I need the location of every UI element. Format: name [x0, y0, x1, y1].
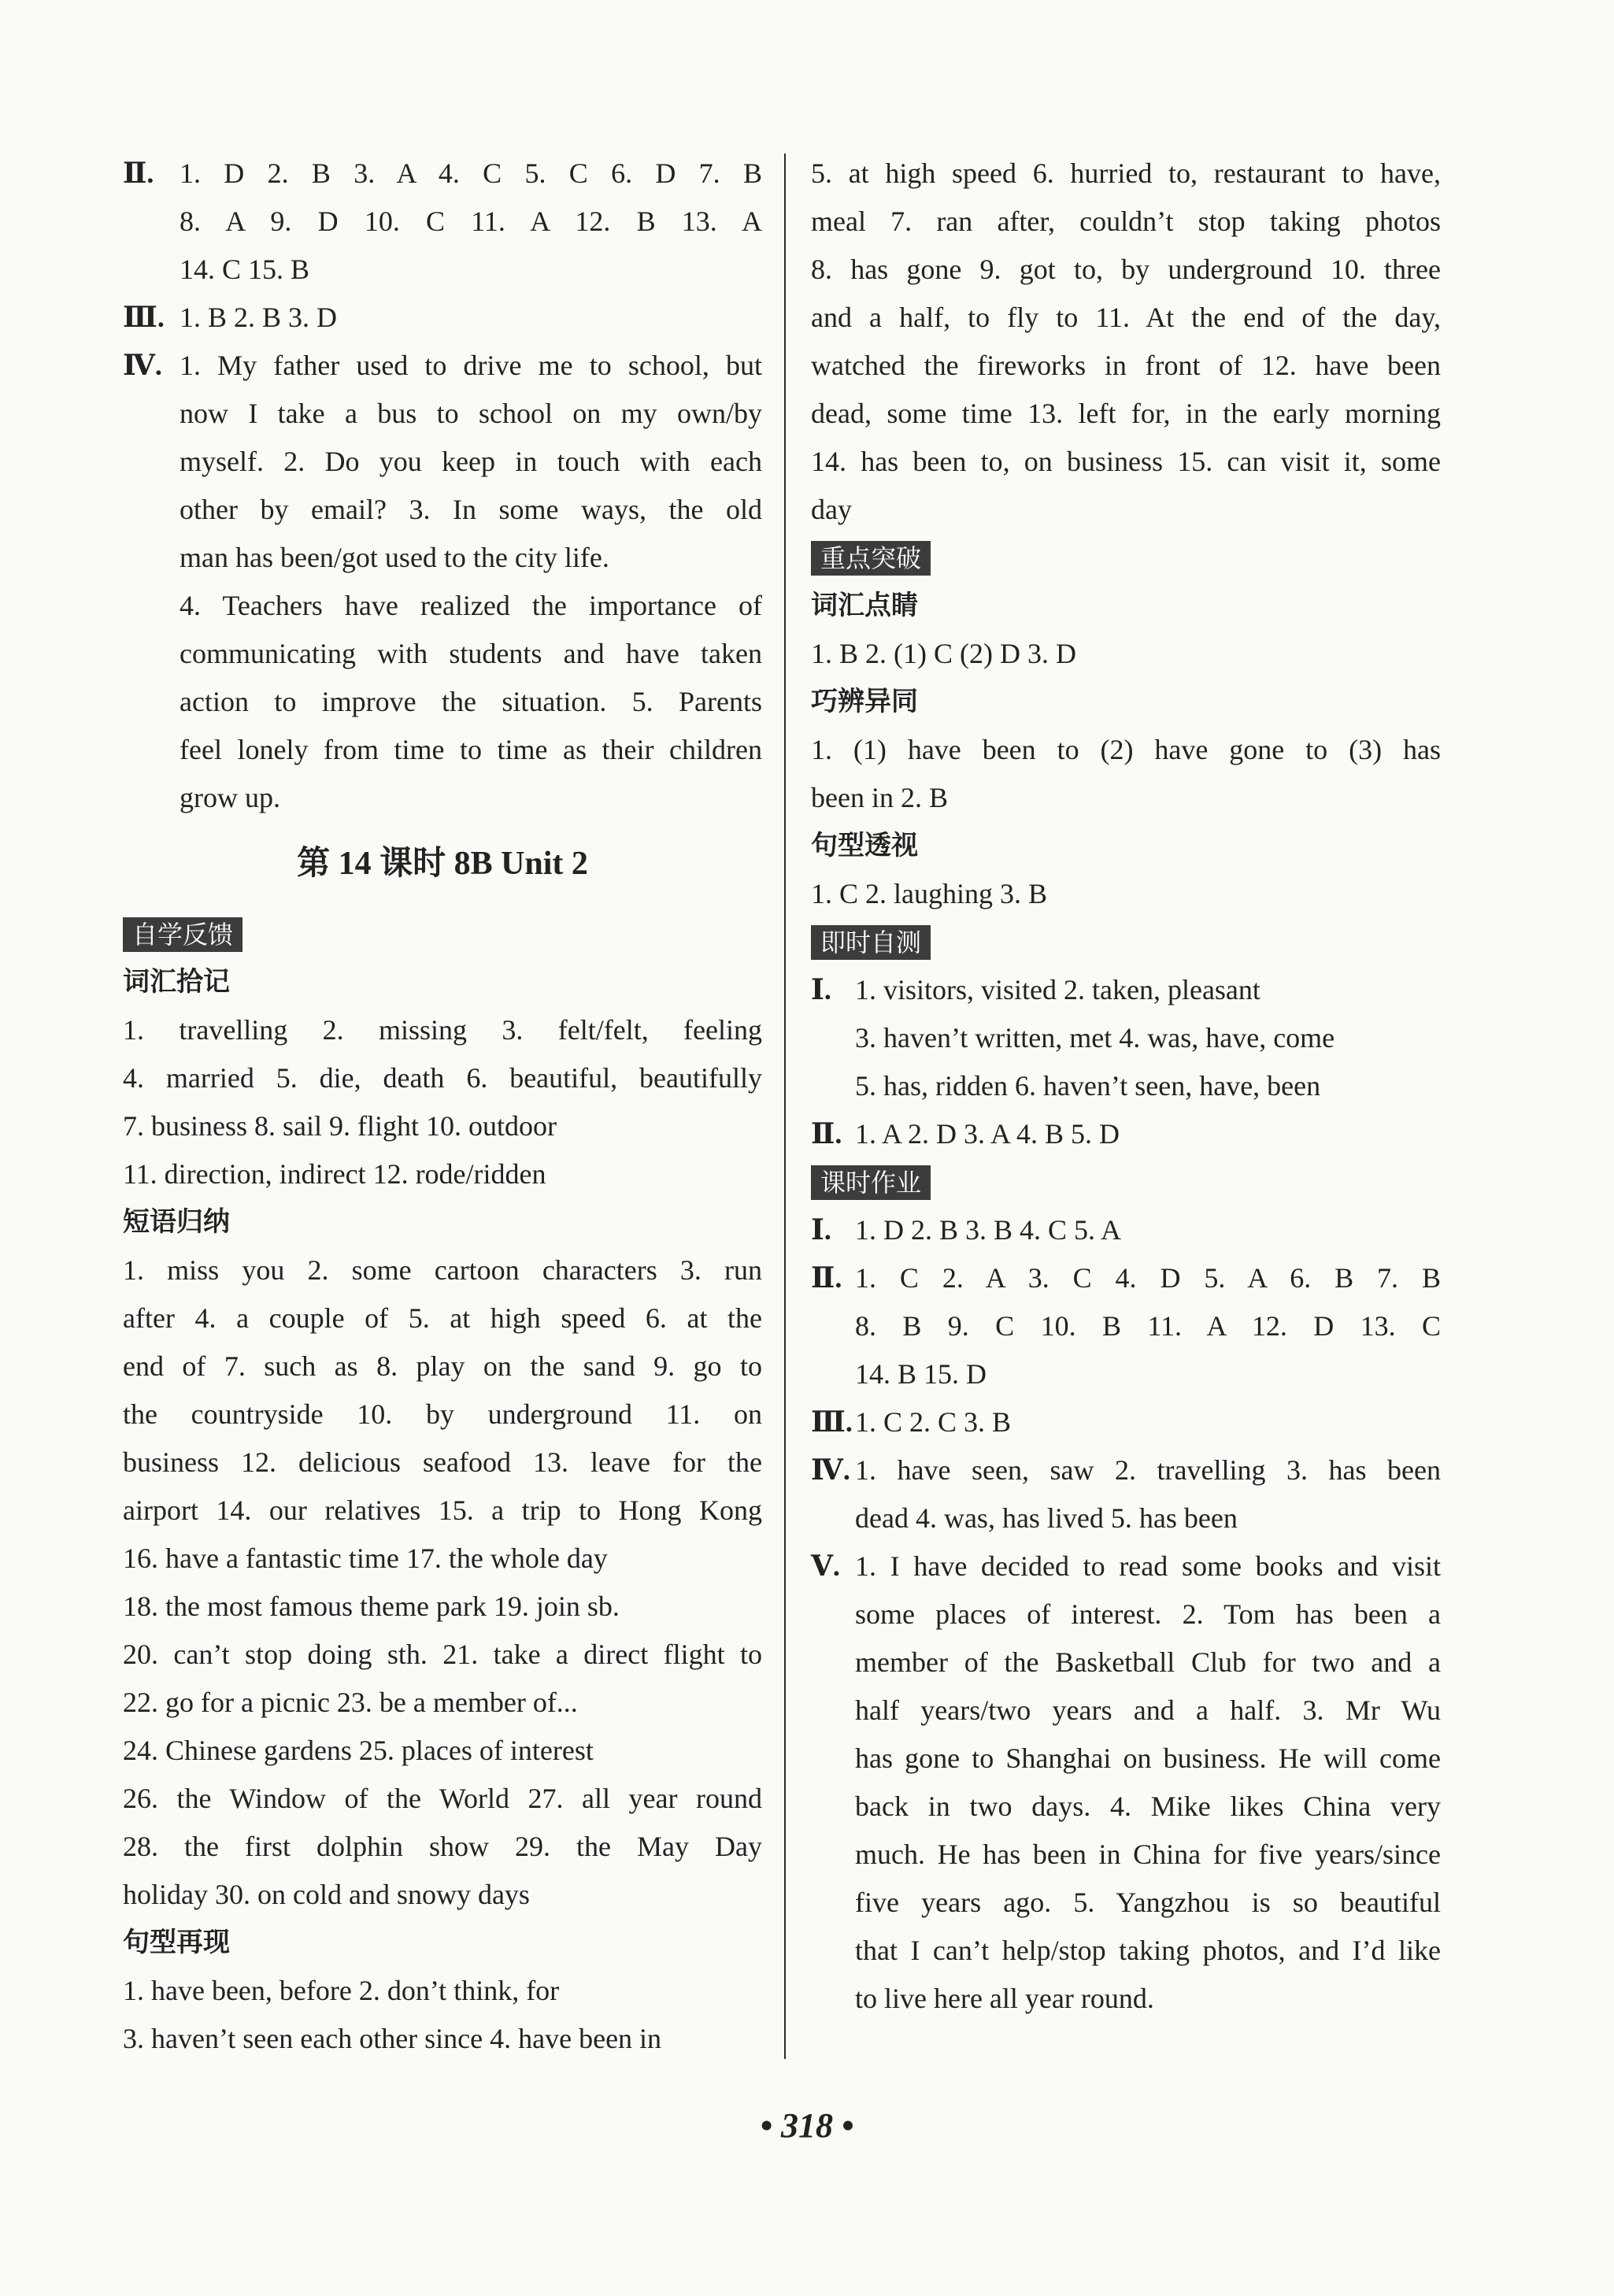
answer-line: and a half, to fly to 11. At the end of the day,	[811, 302, 1441, 333]
answer-line: been in 2. B	[811, 782, 948, 813]
answer-line: 22. go for a picnic 23. be a member of...	[123, 1687, 578, 1718]
roman-numeral: Ⅱ.	[123, 157, 154, 189]
answer-line: 8. A 9. D 10. C 11. A 12. B 13. A	[180, 206, 762, 237]
answer-line: 1. My father used to drive me to school, but	[180, 350, 762, 381]
answer-line: 3. haven’t seen each other since 4. have been in	[123, 2023, 662, 2054]
answer-line: much. He has been in China for five years/since	[855, 1839, 1441, 1870]
subheading-compare: 巧辨异同	[811, 686, 918, 717]
homework-4-block	[811, 1446, 1441, 1542]
answer-line: 14. has been to, on business 15. can visit it, some	[811, 446, 1441, 477]
answer-line: day	[811, 494, 852, 525]
answer-line: to live here all year round.	[855, 1983, 1154, 2014]
answer-line: 16. have a fantastic time 17. the whole day	[123, 1542, 608, 1574]
answer-line: now I take a bus to school on my own/by	[180, 398, 762, 429]
roman-numeral: Ⅱ.	[811, 1262, 842, 1294]
answer-line: meal 7. ran after, couldn’t stop taking photos	[811, 206, 1441, 237]
answer-line: 1. A 2. D 3. A 4. B 5. D	[855, 1118, 1120, 1150]
answer-line: 1. have been, before 2. don’t think, for	[123, 1975, 560, 2006]
roman-numeral: Ⅰ.	[811, 974, 831, 1005]
answer-line: 1. D 2. B 3. A 4. C 5. C 6. D 7. B	[180, 157, 762, 189]
answer-line: myself. 2. Do you keep in touch with each	[180, 446, 762, 477]
homework-1-block	[811, 1206, 1441, 1254]
answer-line: member of the Basketball Club for two and a	[855, 1646, 1441, 1678]
roman-numeral: Ⅰ.	[811, 1214, 831, 1246]
answer-line: watched the fireworks in front of 12. have been	[811, 350, 1441, 381]
exercise-2-block	[123, 150, 762, 294]
answer-line: 1. I have decided to read some books and visit	[855, 1550, 1441, 1582]
answer-line: 1. travelling 2. missing 3. felt/felt, feeling	[123, 1014, 762, 1046]
subheading-vocab-focus: 词汇点睛	[811, 590, 918, 621]
answer-line: 5. at high speed 6. hurried to, restaurant to have,	[811, 157, 1441, 189]
roman-numeral: Ⅳ.	[811, 1454, 850, 1486]
answer-line: 3. haven’t written, met 4. was, have, come	[855, 1022, 1335, 1054]
subheading-sentences: 句型再现	[123, 1927, 230, 1958]
homework-5-block	[811, 1542, 1441, 2023]
left-column	[123, 150, 762, 2063]
answer-line: 1. B 2. (1) C (2) D 3. D	[811, 638, 1076, 669]
answer-line: airport 14. our relatives 15. a trip to Hong Kong	[123, 1494, 762, 1526]
answer-line: other by email? 3. In some ways, the old	[180, 494, 762, 525]
page-number: • 318 •	[760, 2106, 854, 2145]
answer-line: 26. the Window of the World 27. all year round	[123, 1783, 762, 1814]
answer-line: 14. B 15. D	[855, 1358, 987, 1390]
answer-line: five years ago. 5. Yangzhou is so beautiful	[855, 1887, 1441, 1918]
section-label-key-points: 重点突破	[811, 541, 931, 576]
answer-line: 4. married 5. die, death 6. beautiful, beautifully	[123, 1062, 762, 1094]
answer-line: grow up.	[180, 782, 280, 813]
answer-line: communicating with students and have taken	[180, 638, 762, 669]
answer-line: some places of interest. 2. Tom has been a	[855, 1598, 1441, 1630]
exercise-3-block	[123, 294, 762, 342]
section-label-quick-test: 即时自测	[811, 925, 931, 960]
quick-test-1-block	[811, 966, 1441, 1110]
answer-line: 1. C 2. C 3. B	[855, 1406, 1012, 1438]
answer-line: 1. miss you 2. some cartoon characters 3. run	[123, 1254, 762, 1286]
answer-line: 28. the first dolphin show 29. the May Day	[123, 1831, 762, 1862]
answer-line: after 4. a couple of 5. at high speed 6. at the	[123, 1302, 762, 1334]
answer-line: 8. has gone 9. got to, by underground 10. three	[811, 254, 1441, 285]
answer-line: 1. visitors, visited 2. taken, pleasant	[855, 974, 1260, 1005]
answer-line: 8. B 9. C 10. B 11. A 12. D 13. C	[855, 1310, 1441, 1342]
answer-line: the countryside 10. by underground 11. on	[123, 1398, 762, 1430]
answer-line: 20. can’t stop doing sth. 21. take a direct flight to	[123, 1639, 762, 1670]
answer-line: dead 4. was, has lived 5. has been	[855, 1502, 1238, 1534]
answer-line: dead, some time 13. left for, in the early morning	[811, 398, 1441, 429]
answer-line: has gone to Shanghai on business. He will come	[855, 1742, 1441, 1774]
answer-line: back in two days. 4. Mike likes China very	[855, 1791, 1441, 1822]
answer-line: 1. C 2. A 3. C 4. D 5. A 6. B 7. B	[855, 1262, 1441, 1294]
quick-test-2-block	[811, 1110, 1441, 1158]
section-label-self-study: 自学反馈	[123, 917, 242, 952]
answer-line: 5. has, ridden 6. haven’t seen, have, been	[855, 1070, 1321, 1102]
exercise-4-block	[123, 342, 762, 822]
answer-line: 1. D 2. B 3. B 4. C 5. A	[855, 1214, 1122, 1246]
subheading-patterns: 句型透视	[811, 830, 918, 861]
subheading-phrases: 短语归纳	[123, 1206, 230, 1238]
answer-line: 1. have seen, saw 2. travelling 3. has been	[855, 1454, 1441, 1486]
answer-line: action to improve the situation. 5. Parents	[180, 686, 762, 717]
section-label-homework: 课时作业	[811, 1165, 931, 1200]
answer-line: 7. business 8. sail 9. flight 10. outdoor	[123, 1110, 557, 1142]
answer-line: half years/two years and a half. 3. Mr Wu	[855, 1694, 1441, 1726]
answer-line: 4. Teachers have realized the importance of	[180, 590, 762, 621]
roman-numeral: Ⅱ.	[811, 1118, 842, 1150]
column-divider	[784, 154, 786, 2059]
homework-2-block	[811, 1254, 1441, 1398]
answer-line: 1. C 2. laughing 3. B	[811, 878, 1048, 909]
answer-line: 1. (1) have been to (2) have gone to (3) has	[811, 734, 1441, 765]
answer-line: 14. C 15. B	[180, 254, 310, 285]
roman-numeral: Ⅲ.	[123, 302, 165, 333]
right-column	[811, 150, 1441, 2023]
roman-numeral: Ⅴ.	[811, 1550, 840, 1582]
answer-line: end of 7. such as 8. play on the sand 9. go to	[123, 1350, 762, 1382]
roman-numeral: Ⅲ.	[811, 1406, 853, 1438]
answer-line: 1. B 2. B 3. D	[180, 302, 338, 333]
answer-line: 24. Chinese gardens 25. places of interest	[123, 1735, 594, 1766]
homework-3-block	[811, 1398, 1441, 1446]
answer-line: business 12. delicious seafood 13. leave for the	[123, 1446, 762, 1478]
lesson-title: 第 14 课时 8B Unit 2	[297, 846, 588, 882]
answer-line: feel lonely from time to time as their children	[180, 734, 762, 765]
answer-line: man has been/got used to the city life.	[180, 542, 609, 573]
subheading-vocabulary: 词汇拾记	[123, 966, 230, 998]
answer-line: holiday 30. on cold and snowy days	[123, 1879, 530, 1910]
roman-numeral: Ⅳ.	[123, 350, 162, 381]
answer-line: 11. direction, indirect 12. rode/ridden	[123, 1158, 546, 1190]
answer-line: that I can’t help/stop taking photos, and I’d like	[855, 1935, 1441, 1966]
answer-line: 18. the most famous theme park 19. join sb.	[123, 1591, 620, 1622]
